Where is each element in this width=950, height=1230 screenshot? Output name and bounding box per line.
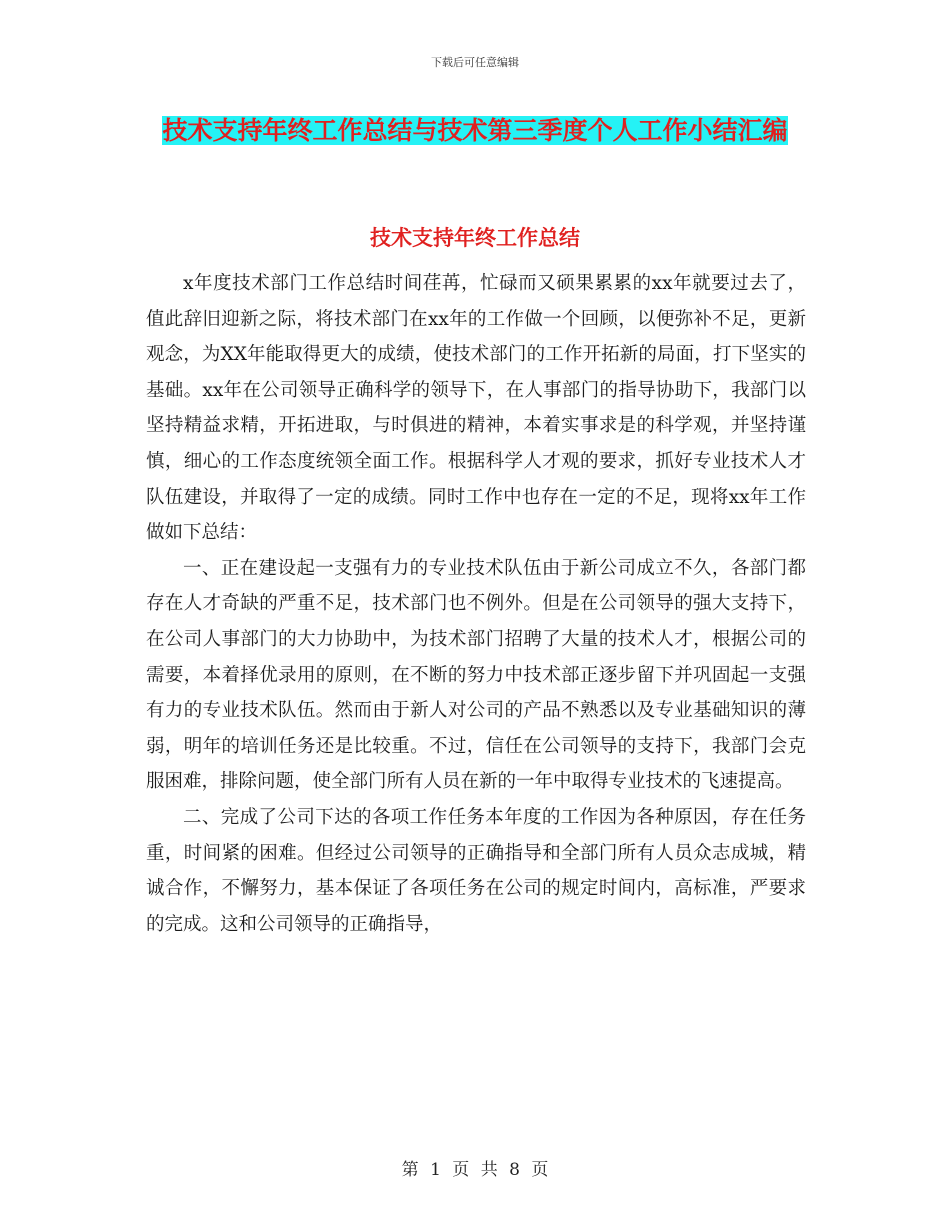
document-body bbox=[146, 266, 806, 942]
document-title bbox=[145, 110, 805, 151]
page-header-note: 下载后可任意编辑 bbox=[431, 56, 519, 69]
document-title-text: 技术支持年终工作总结与技术第三季度个人工作小结汇编 bbox=[162, 116, 788, 145]
section-title: 技术支持年终工作总结 bbox=[370, 226, 580, 250]
page-footer: 第 1 页 共 8 页 bbox=[401, 1160, 549, 1180]
paragraph-one: 一、正在建设起一支强有力的专业技术队伍由于新公司成立不久，各部门都存在人才奇缺的严重不足，技术部门也不例外。但是在公司领导的强大支持下，在公司人事部门的大力协助中，为技术部门招聘了大量的技术人才，根据公司的需要，本着择优录用的原则，在不断的努力中技术部正逐步留下并巩固起一支强有力的专业技术队伍。然而由于新人对公司的产品不熟悉以及专业基础知识的薄弱，明年的培训任务还是比较重。不过，信任在公司领导的支持下，我部门会克服困难，排除问题，使全部门所有人员在新的一年中取得专业技术的飞速提高。 bbox=[146, 557, 806, 793]
paragraph-two: 二、完成了公司下达的各项工作任务本年度的工作因为各种原因，存在任务重，时间紧的困难。但经过公司领导的正确指导和全部门所有人员众志成城，精诚合作，不懈努力，基本保证了各项任务在公司的规定时间内，高标准，严要求的完成。这和公司领导的正确指导， bbox=[146, 806, 806, 935]
paragraph-intro: x年度技术部门工作总结时间荏苒，忙碌而又硕果累累的xx年就要过去了，值此辞旧迎新之际，将技术部门在xx年的工作做一个回顾，以便弥补不足，更新观念，为XX年能取得更大的成绩，使技术部门的工作开拓新的局面，打下坚实的基础。xx年在公司领导正确科学的领导下，在人事部门的指导协助下，我部门以坚持精益求精，开拓进取，与时俱进的精神，本着实事求是的科学观，并坚持谨慎，细心的工作态度统领全面工作。根据科学人才观的要求，抓好专业技术人才队伍建设，并取得了一定的成绩。同时工作中也存在一定的不足，现将xx年工作做如下总结： bbox=[146, 273, 806, 544]
